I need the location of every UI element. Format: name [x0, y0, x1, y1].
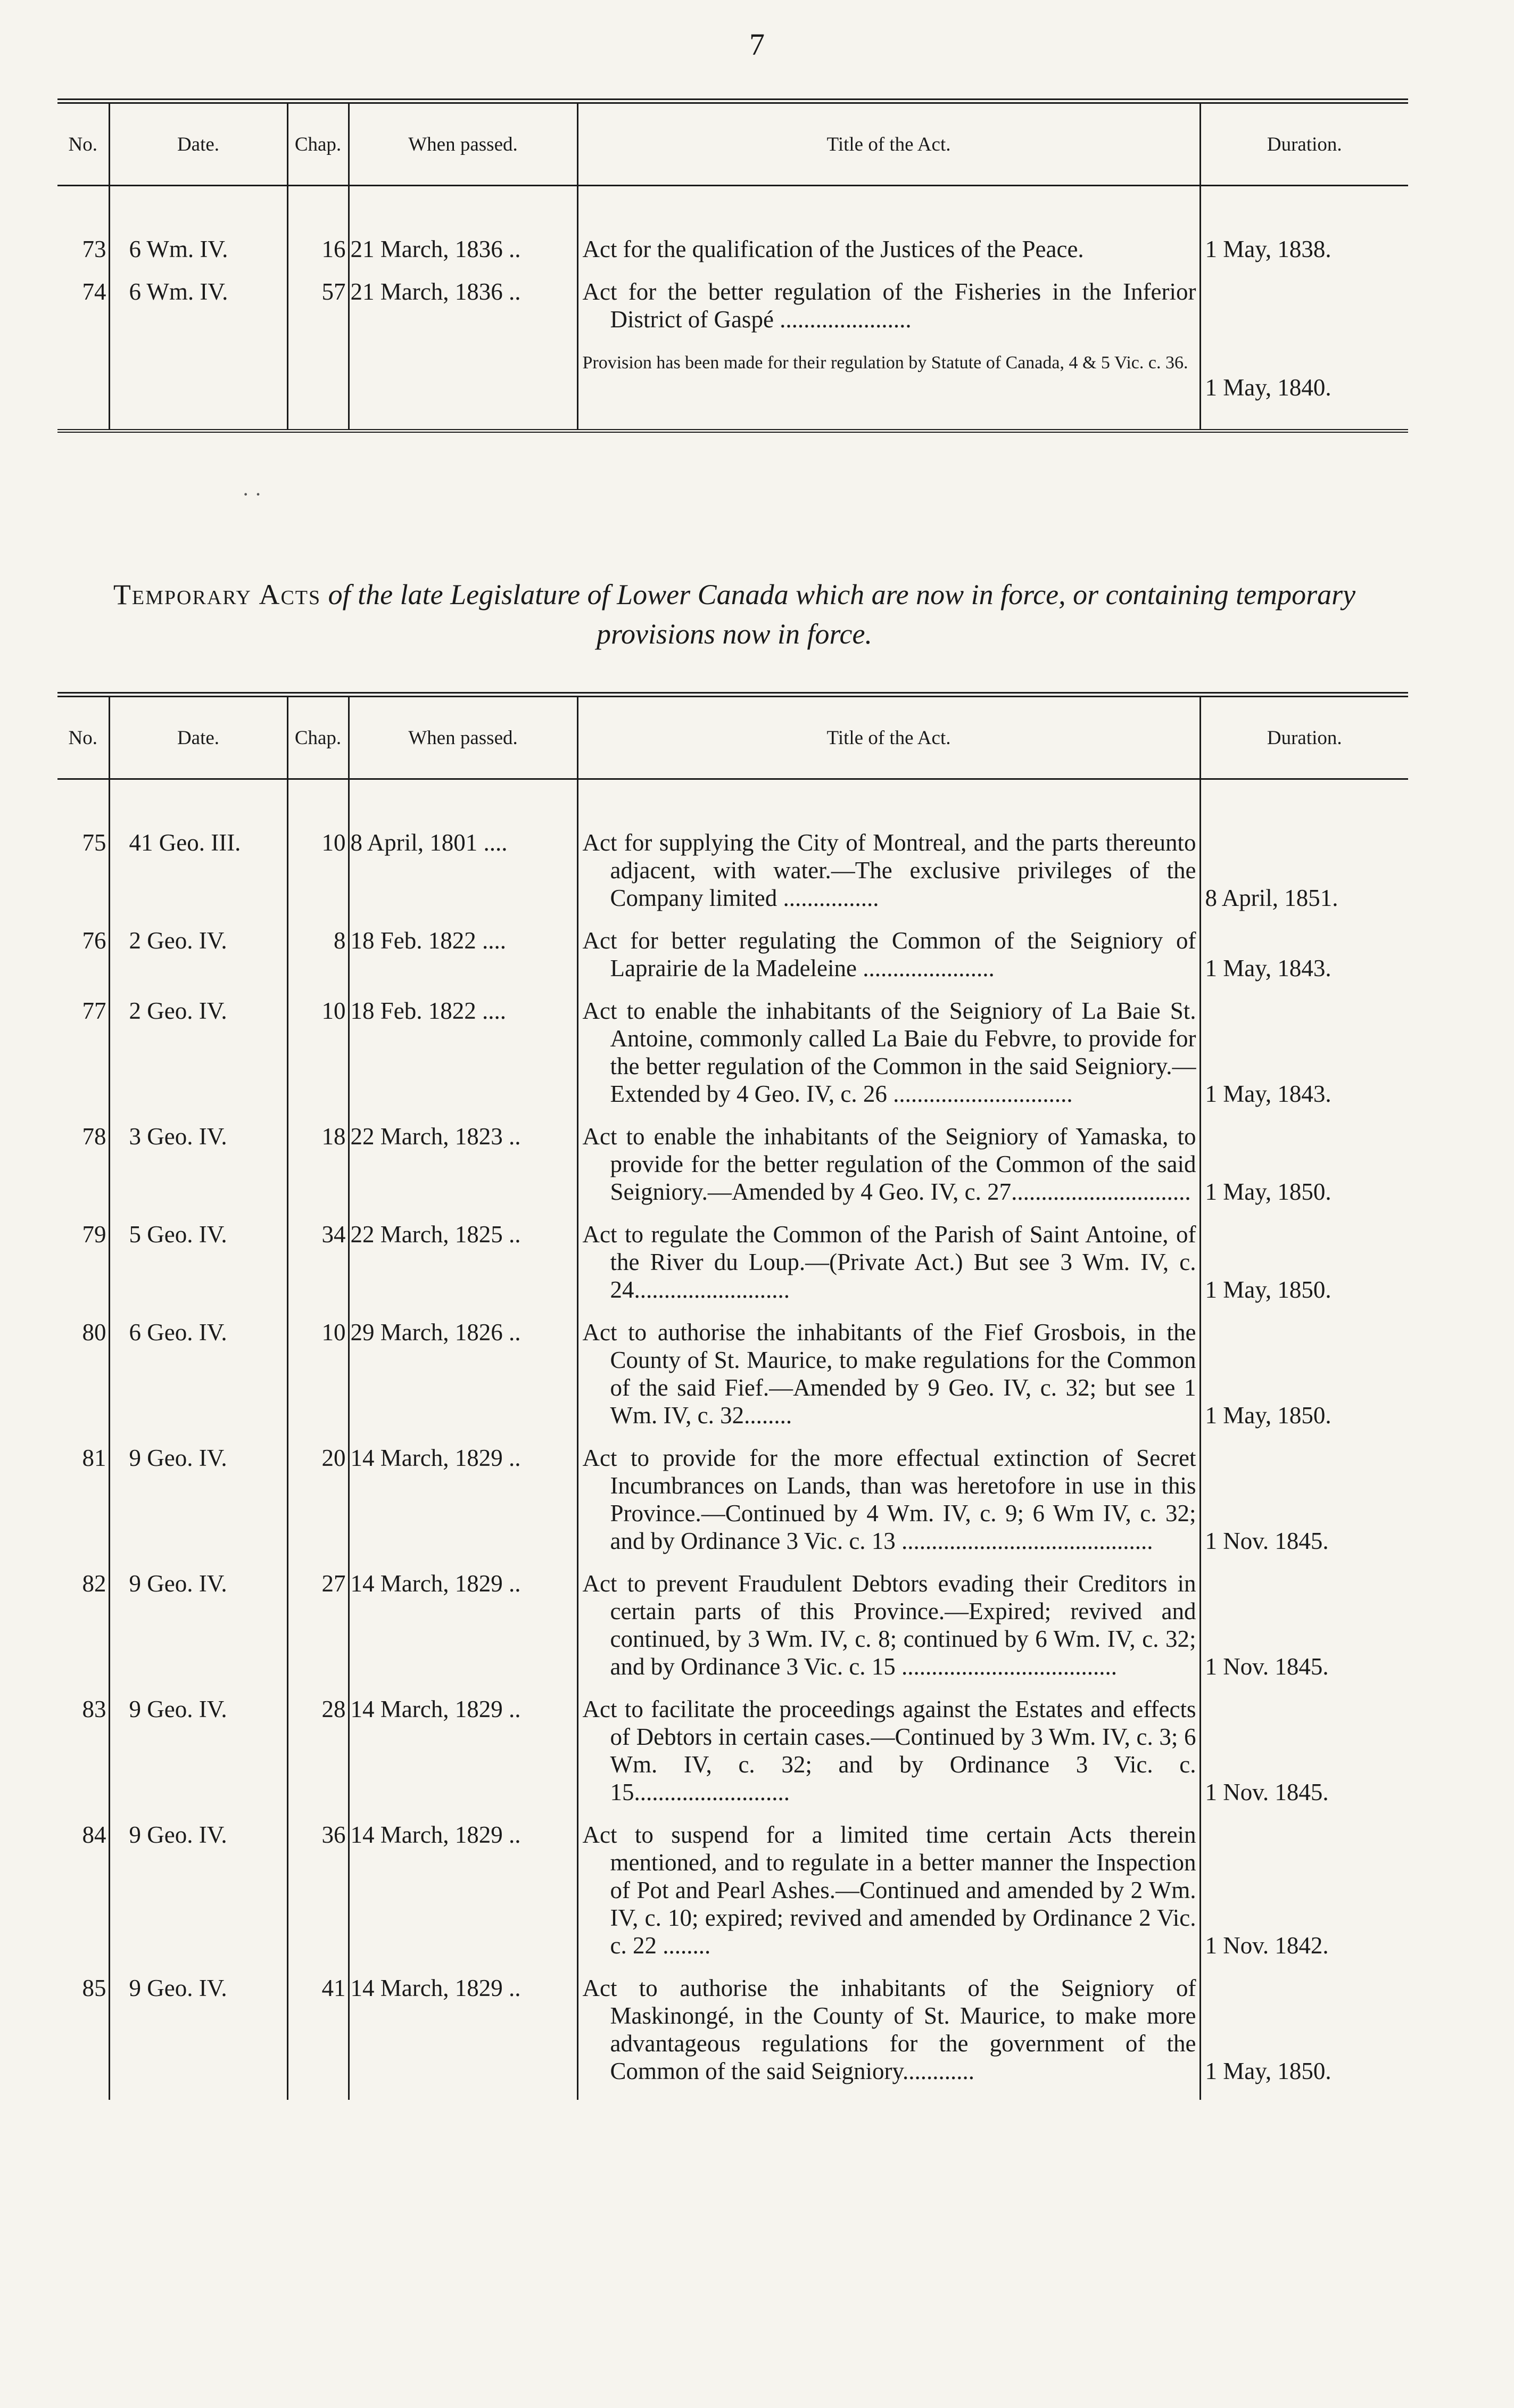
- cell-date: 9 Geo. IV.: [109, 1570, 287, 1695]
- col-header-title: Title of the Act.: [577, 101, 1200, 186]
- acts-table-upper: [57, 98, 1408, 433]
- heading-word-temporary: Temporary: [113, 579, 252, 611]
- cell-no: 85: [82, 1975, 106, 2001]
- cell-chap: 28: [287, 1695, 349, 1821]
- cell-no: 78: [82, 1123, 106, 1150]
- cell-when-passed: 22 March, 1825 ..: [349, 1221, 577, 1318]
- col-header-chap: Chap.: [287, 695, 349, 779]
- col-header-duration: Duration.: [1200, 101, 1408, 186]
- cell-duration: 1 Nov. 1845.: [1200, 1570, 1408, 1695]
- cell-duration: 1 May, 1840.: [1200, 278, 1408, 431]
- col-header-title: Title of the Act.: [577, 695, 1200, 779]
- col-header-chap: Chap.: [287, 101, 349, 186]
- cell-date: 2 Geo. IV.: [109, 997, 287, 1123]
- table-row: [57, 1221, 1408, 1318]
- col-header-no: No.: [57, 101, 109, 186]
- cell-date: 9 Geo. IV.: [109, 1974, 287, 2100]
- cell-no: 74: [82, 278, 106, 305]
- section-heading: [53, 575, 1416, 654]
- cell-duration: 1 May, 1843.: [1200, 927, 1408, 997]
- cell-date: 2 Geo. IV.: [109, 927, 287, 997]
- col-header-date: Date.: [109, 101, 287, 186]
- cell-no: 82: [82, 1570, 106, 1597]
- table-row: [57, 278, 1408, 431]
- cell-chap: 10: [287, 997, 349, 1123]
- table-row: [57, 186, 1408, 278]
- cell-title: [577, 1821, 1200, 1974]
- cell-when-passed: 29 March, 1826 ..: [349, 1318, 577, 1444]
- act-note: Provision has been made for their regulation by Statute of Canada, 4 & 5 Vic. c. 36.: [582, 353, 1188, 373]
- col-header-duration: Duration.: [1200, 695, 1408, 779]
- cell-no: 73: [82, 236, 106, 262]
- table-header-row: [57, 695, 1408, 779]
- cell-no: 83: [82, 1696, 106, 1722]
- cell-when-passed: 18 Feb. 1822 ....: [349, 927, 577, 997]
- table-row: [57, 1821, 1408, 1974]
- cell-duration: 1 Nov. 1845.: [1200, 1444, 1408, 1570]
- act-title: Act for better regulating the Common of the Seigniory of Laprairie de la Madeleine ......................: [582, 927, 1196, 982]
- cell-title: [577, 779, 1200, 927]
- heading-word-acts: Acts: [259, 579, 321, 611]
- cell-chap: 10: [287, 779, 349, 927]
- table-row: [57, 927, 1408, 997]
- col-header-when-passed: When passed.: [349, 101, 577, 186]
- cell-title: [577, 1444, 1200, 1570]
- cell-duration: 8 April, 1851.: [1200, 779, 1408, 927]
- stray-mark: · ·: [242, 482, 262, 506]
- cell-date: 6 Wm. IV.: [109, 186, 287, 278]
- table-header-row: [57, 101, 1408, 186]
- act-title: Act to suspend for a limited time certain Acts therein mentioned, and to regulate in a better manner the Inspection of Pot and Pearl Ashes.—Continued and amended by 2 Wm. IV, c. 10; expired; revived and amended by Ordinance 2 Vic. c. 22 ........: [582, 1821, 1196, 1959]
- cell-when-passed: 14 March, 1829 ..: [349, 1570, 577, 1695]
- cell-date: 6 Geo. IV.: [109, 1318, 287, 1444]
- table-row: [57, 1974, 1408, 2100]
- cell-duration: 1 May, 1850.: [1200, 1123, 1408, 1221]
- cell-title: [577, 1318, 1200, 1444]
- cell-chap: 34: [287, 1221, 349, 1318]
- table-row: [57, 1570, 1408, 1695]
- cell-title: [577, 1974, 1200, 2100]
- table-row: [57, 1695, 1408, 1821]
- cell-chap: 18: [287, 1123, 349, 1221]
- heading-text: of the late Legislature of Lower Canada which are now in force, or containing temporary provisions now in force.: [328, 579, 1356, 650]
- act-title: Act for supplying the City of Montreal, and the parts thereunto adjacent, with water.—The exclusive privileges of the Company limited ................: [582, 829, 1196, 911]
- cell-when-passed: 21 March, 1836 ..: [349, 186, 577, 278]
- cell-duration: 1 May, 1850.: [1200, 1221, 1408, 1318]
- cell-when-passed: 14 March, 1829 ..: [349, 1821, 577, 1974]
- cell-date: 9 Geo. IV.: [109, 1821, 287, 1974]
- page-number: 7: [749, 27, 765, 62]
- cell-no: 81: [82, 1445, 106, 1471]
- act-title: Act for the better regulation of the Fisheries in the Inferior District of Gaspé ......................: [582, 278, 1196, 333]
- table-row: [57, 997, 1408, 1123]
- cell-duration: 1 May, 1838.: [1200, 186, 1408, 278]
- cell-chap: 27: [287, 1570, 349, 1695]
- cell-chap: 57: [287, 278, 349, 431]
- cell-chap: 20: [287, 1444, 349, 1570]
- cell-when-passed: 14 March, 1829 ..: [349, 1444, 577, 1570]
- cell-title: [577, 278, 1200, 431]
- col-header-when-passed: When passed.: [349, 695, 577, 779]
- cell-no: 76: [82, 927, 106, 954]
- cell-when-passed: 21 March, 1836 ..: [349, 278, 577, 431]
- col-header-no: No.: [57, 695, 109, 779]
- cell-title: [577, 1123, 1200, 1221]
- cell-title: [577, 927, 1200, 997]
- cell-duration: 1 Nov. 1845.: [1200, 1695, 1408, 1821]
- cell-duration: 1 May, 1843.: [1200, 997, 1408, 1123]
- cell-duration: 1 Nov. 1842.: [1200, 1821, 1408, 1974]
- cell-chap: 16: [287, 186, 349, 278]
- acts-table-lower: [57, 692, 1408, 2100]
- cell-chap: 36: [287, 1821, 349, 1974]
- act-title: Act to enable the inhabitants of the Seigniory of La Baie St. Antoine, commonly called La Baie du Febvre, to provide for the better regulation of the Common in the said Seigniory.—Extended by 4 Geo. IV, c. 26 ..............................: [582, 997, 1196, 1107]
- act-title: Act to regulate the Common of the Parish of Saint Antoine, of the River du Loup.—(Private Act.) But see 3 Wm. IV, c. 24..........................: [582, 1221, 1196, 1303]
- cell-when-passed: 22 March, 1823 ..: [349, 1123, 577, 1221]
- cell-no: 80: [82, 1319, 106, 1346]
- col-header-date: Date.: [109, 695, 287, 779]
- cell-chap: 10: [287, 1318, 349, 1444]
- cell-when-passed: 8 April, 1801 ....: [349, 779, 577, 927]
- table-row: [57, 1123, 1408, 1221]
- act-title: Act for the qualification of the Justices of the Peace.: [582, 236, 1084, 262]
- act-title: Act to authorise the inhabitants of the Fief Grosbois, in the County of St. Maurice, to make regulations for the Common of the said Fief.—Amended by 9 Geo. IV, c. 32; but see 1 Wm. IV, c. 32........: [582, 1319, 1196, 1429]
- act-title: Act to prevent Fraudulent Debtors evading their Creditors in certain parts of this Province.—Expired; revived and continued, by 3 Wm. IV, c. 8; continued by 6 Wm. IV, c. 32; and by Ordinance 3 Vic. c. 15 ....................................: [582, 1570, 1196, 1680]
- cell-date: 41 Geo. III.: [109, 779, 287, 927]
- cell-chap: 8: [287, 927, 349, 997]
- cell-no: 75: [82, 829, 106, 856]
- act-title: Act to provide for the more effectual extinction of Secret Incumbrances on Lands, than was heretofore in use in this Province.—Continued by 4 Wm. IV, c. 9; 6 Wm IV, c. 32; and by Ordinance 3 Vic. c. 13 ..........................................: [582, 1445, 1196, 1554]
- cell-no: 84: [82, 1821, 106, 1848]
- cell-title: [577, 1695, 1200, 1821]
- cell-title: [577, 997, 1200, 1123]
- cell-when-passed: 14 March, 1829 ..: [349, 1695, 577, 1821]
- table-row: [57, 1318, 1408, 1444]
- act-title: Act to facilitate the proceedings against the Estates and effects of Debtors in certain cases.—Continued by 3 Wm. IV, c. 3; 6 Wm. IV, c. 32; and by Ordinance 3 Vic. c. 15..........................: [582, 1696, 1196, 1805]
- table-row: [57, 1444, 1408, 1570]
- table-row: [57, 779, 1408, 927]
- cell-chap: 41: [287, 1974, 349, 2100]
- act-title: Act to authorise the inhabitants of the Seigniory of Maskinongé, in the County of St. Maurice, to make more advantageous regulations for the government of the Common of the said Seigniory............: [582, 1975, 1196, 2084]
- cell-duration: 1 May, 1850.: [1200, 1974, 1408, 2100]
- cell-when-passed: 18 Feb. 1822 ....: [349, 997, 577, 1123]
- cell-title: [577, 1570, 1200, 1695]
- cell-duration: 1 May, 1850.: [1200, 1318, 1408, 1444]
- cell-no: 79: [82, 1221, 106, 1248]
- act-title: Act to enable the inhabitants of the Seigniory of Yamaska, to provide for the better regulation of the Common of the said Seigniory.—Amended by 4 Geo. IV, c. 27..............................: [582, 1123, 1196, 1205]
- cell-when-passed: 14 March, 1829 ..: [349, 1974, 577, 2100]
- cell-title: [577, 1221, 1200, 1318]
- cell-no: 77: [82, 997, 106, 1024]
- cell-date: 9 Geo. IV.: [109, 1695, 287, 1821]
- cell-date: 5 Geo. IV.: [109, 1221, 287, 1318]
- cell-date: 9 Geo. IV.: [109, 1444, 287, 1570]
- cell-title: [577, 186, 1200, 278]
- cell-date: 6 Wm. IV.: [109, 278, 287, 431]
- cell-date: 3 Geo. IV.: [109, 1123, 287, 1221]
